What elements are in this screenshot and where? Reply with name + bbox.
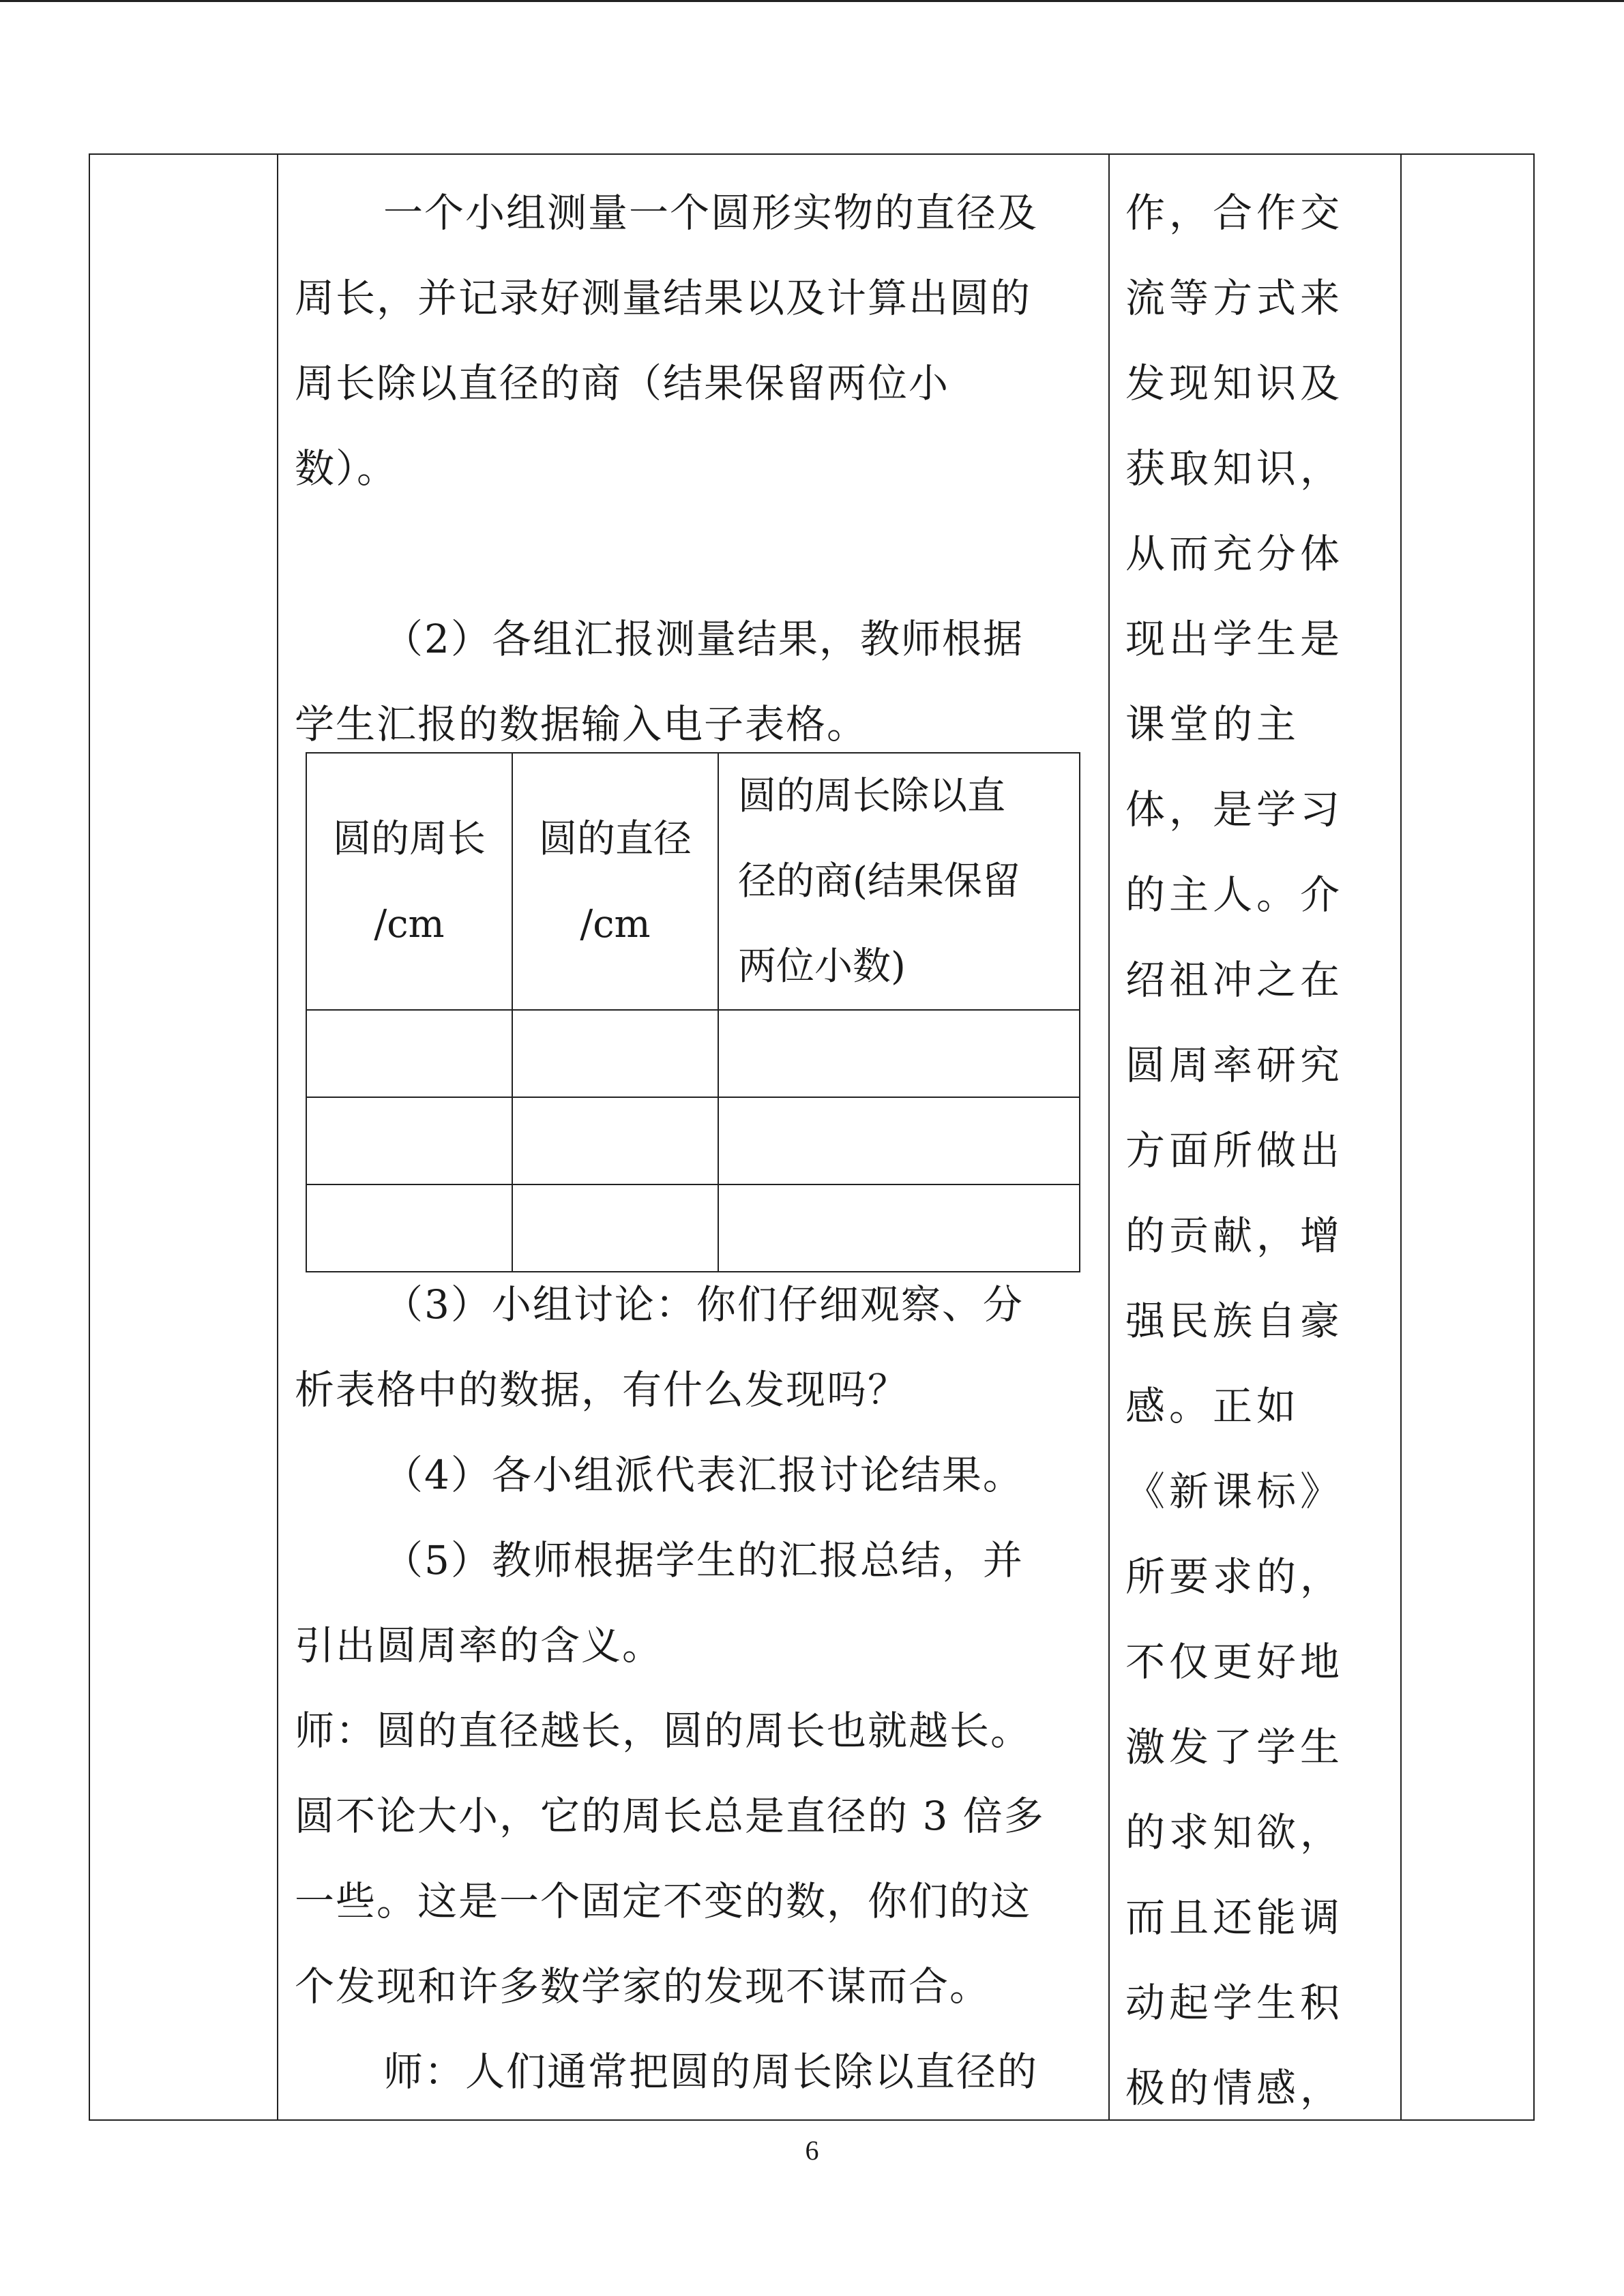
paragraph-line: 圆不论大小，它的周长总是直径的 3 倍多	[295, 1793, 1045, 1839]
table-cell	[718, 1010, 1080, 1097]
remark-line: 激发了学生	[1125, 1724, 1344, 1770]
design-intent-column	[1125, 170, 1385, 2131]
remark-line: 动起学生积	[1125, 1980, 1344, 2026]
table-row	[306, 1184, 1080, 1272]
remark-line: 方面所做出	[1125, 1127, 1344, 1174]
column-divider	[277, 153, 278, 2121]
top-rule	[0, 0, 1624, 2]
paragraph-line: （3）小组讨论：你们仔细观察、分	[383, 1281, 1024, 1328]
remark-line: 的主人。介	[1125, 871, 1344, 918]
table-cell	[512, 1184, 718, 1272]
column-divider	[1400, 153, 1402, 2121]
paragraph-line: 析表格中的数据，有什么发现吗？	[295, 1367, 909, 1413]
table-cell	[718, 1097, 1080, 1184]
remark-line: 的贡献，增	[1125, 1212, 1344, 1259]
remark-line: 绍祖冲之在	[1125, 957, 1344, 1003]
paragraph-line: 数）。	[295, 445, 398, 492]
table-cell	[306, 1097, 512, 1184]
page-number: 6	[805, 2135, 819, 2166]
remark-line: 感。正如	[1125, 1383, 1301, 1429]
table-cell	[512, 1097, 718, 1184]
remark-line: 而且还能调	[1125, 1894, 1344, 1941]
paragraph-line: （2）各组汇报测量结果，教师根据	[383, 616, 1024, 662]
paragraph-line: 学生汇报的数据输入电子表格。	[295, 701, 868, 747]
table-row	[306, 1097, 1080, 1184]
paragraph-line: 一些。这是一个固定不变的数，你们的这	[295, 1878, 1032, 1924]
remark-line: 作，合作交	[1125, 190, 1344, 236]
paragraph-line: 一个小组测量一个圆形实物的直径及	[383, 190, 1039, 236]
remark-line: 所要求的，	[1125, 1553, 1344, 1600]
table-cell	[306, 1010, 512, 1097]
remark-line: 不仅更好地	[1125, 1639, 1344, 1685]
paragraph-line: 引出圆周率的含义。	[295, 1622, 664, 1669]
remark-line: 从而充分体	[1125, 531, 1344, 577]
table-row	[306, 1010, 1080, 1097]
header-diameter: 圆的直径 /cm	[512, 753, 718, 1010]
remark-line: 强民族自豪	[1125, 1298, 1344, 1344]
remark-line: 获取知识，	[1125, 445, 1344, 492]
remark-line: 体，是学习	[1125, 786, 1344, 833]
table-cell	[306, 1184, 512, 1272]
paragraph-line	[295, 511, 1093, 597]
remark-line: 现出学生是	[1125, 616, 1344, 662]
header-quotient: 圆的周长除以直 径的商(结果保留 两位小数)	[718, 753, 1080, 1010]
table-cell	[512, 1010, 718, 1097]
table-header-row	[306, 753, 1080, 1010]
column-divider	[1108, 153, 1110, 2121]
paragraph-line: 师：人们通常把圆的周长除以直径的	[383, 2048, 1039, 2095]
remark-line: 极的情感，	[1125, 2065, 1344, 2111]
table-cell	[718, 1184, 1080, 1272]
remark-line: 的求知欲，	[1125, 1809, 1344, 1855]
paragraph-line: （5）教师根据学生的汇报总结，并	[383, 1537, 1024, 1583]
header-circumference: 圆的周长 /cm	[306, 753, 512, 1010]
remark-line: 流等方式来	[1125, 275, 1344, 321]
remark-line: 《新课标》	[1125, 1468, 1344, 1515]
remark-line: 圆周率研究	[1125, 1042, 1344, 1088]
paragraph-line: 周长除以直径的商（结果保留两位小	[295, 360, 950, 406]
remark-line: 课堂的主	[1125, 701, 1301, 747]
measurement-table	[306, 752, 1080, 1272]
paragraph-line: 周长，并记录好测量结果以及计算出圆的	[295, 275, 1032, 321]
paragraph-line: （4）各小组派代表汇报讨论结果。	[383, 1452, 1024, 1498]
paragraph-line: 个发现和许多数学家的发现不谋而合。	[295, 1963, 991, 2010]
paragraph-line: 师：圆的直径越长，圆的周长也就越长。	[295, 1708, 1032, 1754]
remark-line: 发现知识及	[1125, 360, 1344, 406]
